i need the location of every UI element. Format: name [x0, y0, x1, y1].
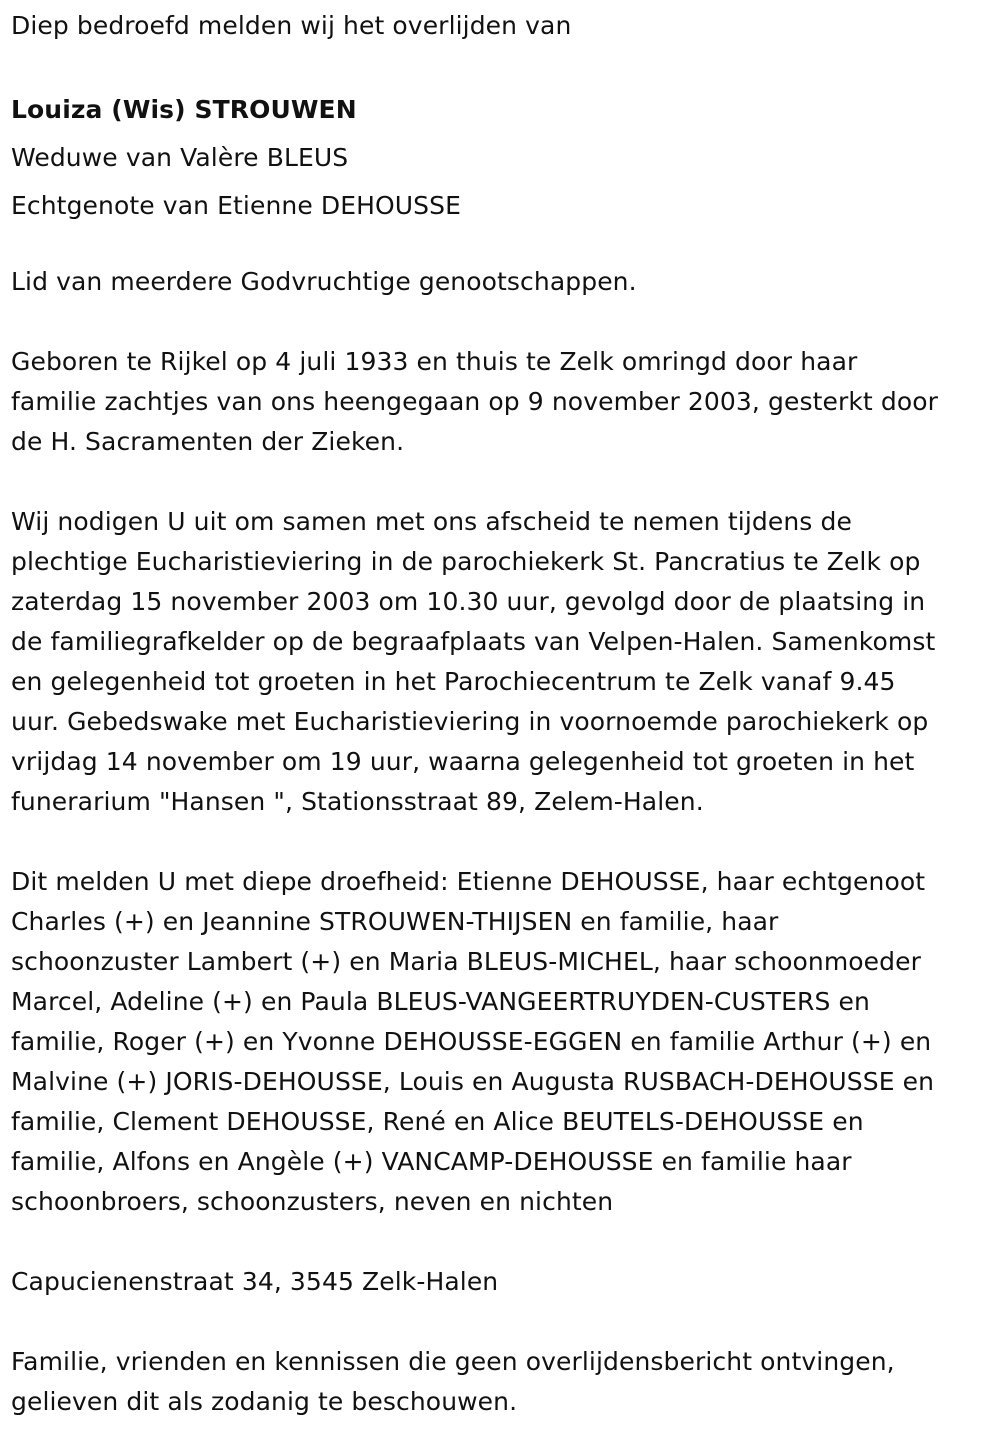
intro-line: Diep bedroefd melden wij het overlijden van	[11, 11, 572, 40]
address-block	[11, 1262, 498, 1302]
paragraph-line: en gelegenheid tot groeten in het Parochiecentrum te Zelk vanaf 9.45	[11, 667, 896, 696]
membership-line: Lid van meerdere Godvruchtige genootschappen.	[11, 267, 637, 296]
paragraph-line: Marcel, Adeline (+) en Paula BLEUS-VANGEERTRUYDEN-CUSTERS en	[11, 987, 870, 1016]
birth-death-paragraph	[11, 342, 938, 462]
paragraph-line: familie, Clement DEHOUSSE, René en Alice BEUTELS-DEHOUSSE en	[11, 1107, 864, 1136]
deceased-block	[11, 86, 461, 230]
paragraph-line: Geboren te Rijkel op 4 juli 1933 en thuis te Zelk omringd door haar	[11, 347, 858, 376]
paragraph-line: Charles (+) en Jeannine STROUWEN-THIJSEN en familie, haar	[11, 907, 779, 936]
paragraph-line: Malvine (+) JORIS-DEHOUSSE, Louis en Augusta RUSBACH-DEHOUSSE en	[11, 1067, 935, 1096]
paragraph-line: familie, Alfons en Angèle (+) VANCAMP-DEHOUSSE en familie haar	[11, 1147, 852, 1176]
paragraph-line: de H. Sacramenten der Zieken.	[11, 427, 405, 456]
address-line: Capucienenstraat 34, 3545 Zelk-Halen	[11, 1267, 499, 1296]
paragraph-line: vrijdag 14 november om 19 uur, waarna gelegenheid tot groeten in het	[11, 747, 915, 776]
paragraph-line: familie zachtjes van ons heengegaan op 9 november 2003, gesterkt door	[11, 387, 939, 416]
paragraph-line: zaterdag 15 november 2003 om 10.30 uur, gevolgd door de plaatsing in	[11, 587, 926, 616]
paragraph-line: plechtige Eucharistieviering in de parochiekerk St. Pancratius te Zelk op	[11, 547, 921, 576]
widow-of-line: Weduwe van Valère BLEUS	[11, 143, 349, 172]
spouse-of-line: Echtgenote van Etienne DEHOUSSE	[11, 191, 462, 220]
membership-block	[11, 262, 637, 302]
announcement-paragraph	[11, 862, 934, 1222]
paragraph-line: Dit melden U met diepe droefheid: Etienne DEHOUSSE, haar echtgenoot	[11, 867, 926, 896]
paragraph-line: uur. Gebedswake met Eucharistieviering in voornoemde parochiekerk op	[11, 707, 929, 736]
invitation-paragraph	[11, 502, 935, 822]
closing-paragraph	[11, 1342, 895, 1422]
paragraph-line: Wij nodigen U uit om samen met ons afscheid te nemen tijdens de	[11, 507, 852, 536]
paragraph-line: schoonbroers, schoonzusters, neven en nichten	[11, 1187, 614, 1216]
deceased-name: Louiza (Wis) STROUWEN	[11, 95, 357, 124]
paragraph-line: familie, Roger (+) en Yvonne DEHOUSSE-EGGEN en familie Arthur (+) en	[11, 1027, 932, 1056]
paragraph-line: funerarium "Hansen ", Stationsstraat 89, Zelem-Halen.	[11, 787, 704, 816]
paragraph-line: schoonzuster Lambert (+) en Maria BLEUS-MICHEL, haar schoonmoeder	[11, 947, 921, 976]
paragraph-line: de familiegrafkelder op de begraafplaats van Velpen-Halen. Samenkomst	[11, 627, 936, 656]
paragraph-line: gelieven dit als zodanig te beschouwen.	[11, 1387, 518, 1416]
paragraph-line: Familie, vrienden en kennissen die geen overlijdensbericht ontvingen,	[11, 1347, 895, 1376]
